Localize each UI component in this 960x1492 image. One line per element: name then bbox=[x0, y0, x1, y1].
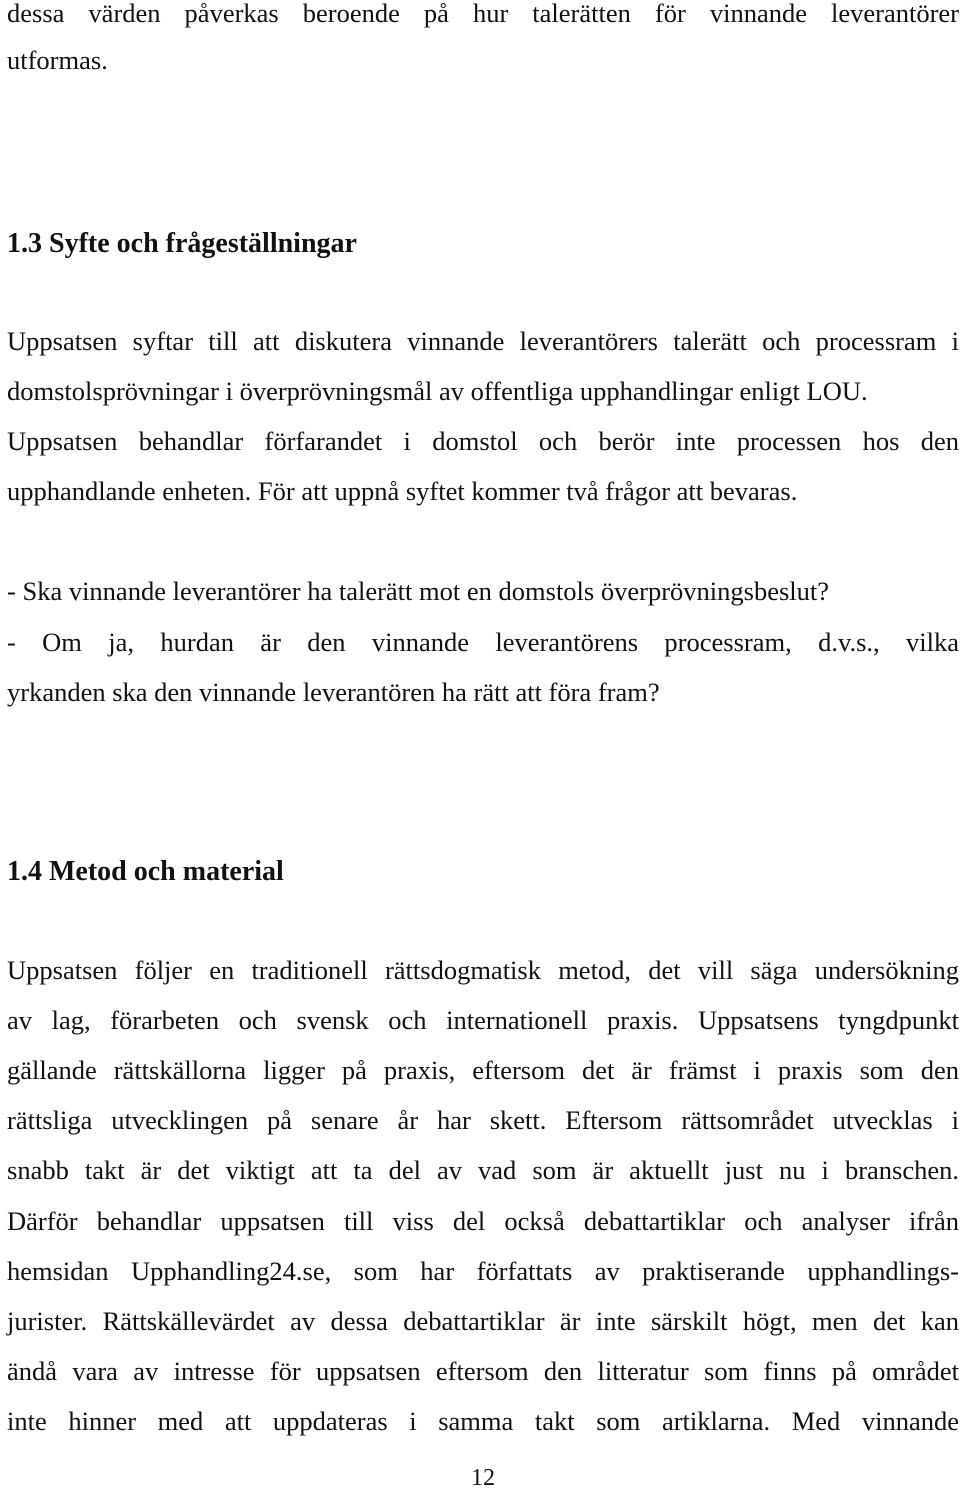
paragraph-1-3-line-1: Uppsatsen syftar till att diskutera vinnande leverantörers talerätt och processram i bbox=[7, 326, 959, 356]
paragraph-1-3-line-4: upphandlande enheten. För att uppnå syftet kommer två frågor att bevaras. bbox=[7, 476, 798, 506]
paragraph-1-4-line-1: Uppsatsen följer en traditionell rättsdogmatisk metod, det vill säga undersökning bbox=[7, 955, 959, 985]
paragraph-1-4-line-6: Därför behandlar uppsatsen till viss del också debattartiklar och analyser ifrån bbox=[7, 1206, 959, 1236]
paragraph-1-4-line-7: hemsidan Upphandling24.se, som har författats av praktiserande upphandlings- bbox=[7, 1256, 959, 1286]
paragraph-1-4-line-4: rättsliga utvecklingen på senare år har skett. Eftersom rättsområdet utvecklas i bbox=[7, 1105, 959, 1135]
question-2-line-1: - Om ja, hurdan är den vinnande leverantörens processram, d.v.s., vilka bbox=[7, 627, 959, 657]
paragraph-1-4-line-9: ändå vara av intresse för uppsatsen eftersom den litteratur som finns på området bbox=[7, 1356, 959, 1386]
page-number: 12 bbox=[471, 1465, 495, 1491]
document-page bbox=[7, 0, 959, 1490]
intro-line-2: utformas. bbox=[7, 45, 108, 75]
paragraph-1-4-line-5: snabb takt är det viktigt att ta del av vad som är aktuellt just nu i branschen. bbox=[7, 1155, 959, 1185]
paragraph-1-4-line-8: jurister. Rättskällevärdet av dessa debattartiklar är inte särskilt högt, men det kan bbox=[7, 1306, 959, 1336]
paragraph-1-4-line-10: inte hinner med att uppdateras i samma takt som artiklarna. Med vinnande bbox=[7, 1406, 959, 1436]
paragraph-1-4-line-3: gällande rättskällorna ligger på praxis, eftersom det är främst i praxis som den bbox=[7, 1055, 959, 1085]
section-heading-1-4: 1.4 Metod och material bbox=[7, 856, 284, 887]
question-1: - Ska vinnande leverantörer ha talerätt mot en domstols överprövningsbeslut? bbox=[7, 576, 830, 606]
paragraph-1-3-line-3: Uppsatsen behandlar förfarandet i domstol och berör inte processen hos den bbox=[7, 426, 959, 456]
paragraph-1-3-line-2: domstolsprövningar i överprövningsmål av offentliga upphandlingar enligt LOU. bbox=[7, 376, 868, 406]
paragraph-1-4-line-2: av lag, förarbeten och svensk och internationell praxis. Uppsatsens tyngdpunkt bbox=[7, 1005, 959, 1035]
section-heading-1-3: 1.3 Syfte och frågeställningar bbox=[7, 228, 357, 259]
question-2-line-2: yrkanden ska den vinnande leverantören ha rätt att föra fram? bbox=[7, 677, 660, 707]
intro-line-1: dessa värden påverkas beroende på hur talerätten för vinnande leverantörer bbox=[7, 0, 959, 28]
